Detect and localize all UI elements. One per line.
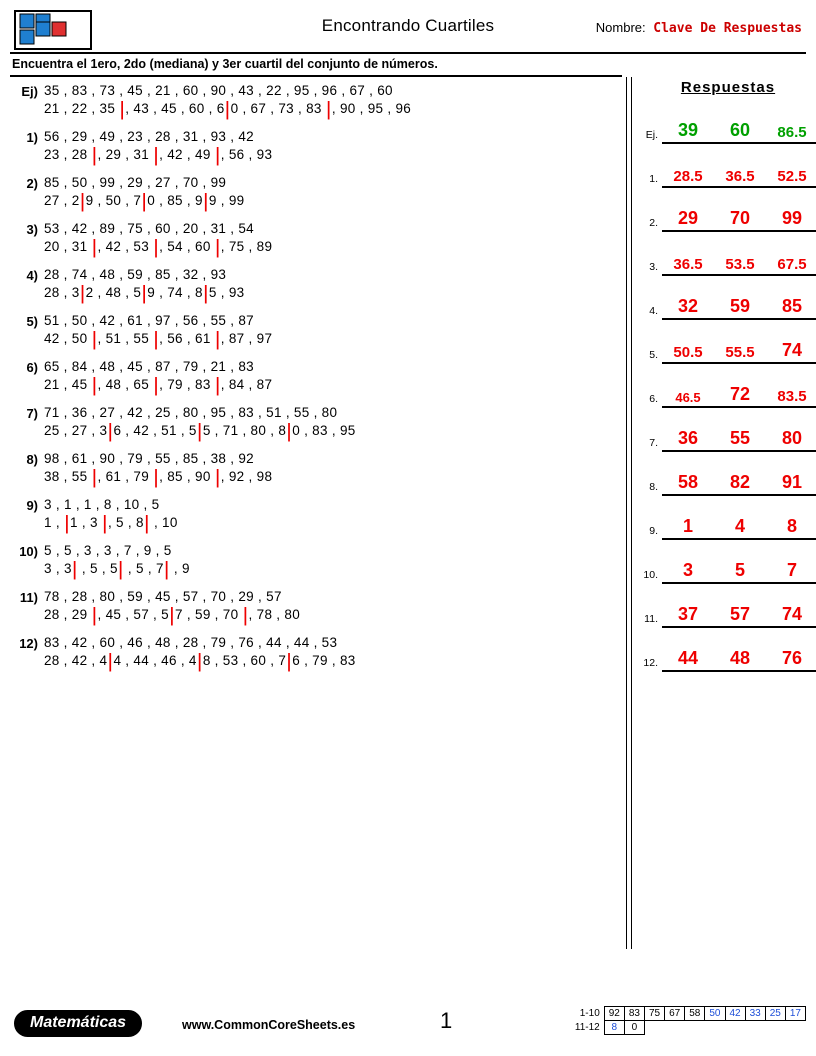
problem-sorted-numbers: 38 , 55 |, 61 , 79 |, 85 , 90 |, 92 , 98	[44, 465, 273, 488]
answer-values	[662, 340, 816, 364]
quartile-divider: |	[92, 373, 97, 396]
problem-sorted-numbers: 1 , |1 , 3 |, 5 , 8| , 10	[44, 511, 178, 534]
problem-number: 2)	[26, 176, 38, 191]
answer-row	[638, 232, 816, 276]
answer-index: 3.	[649, 261, 658, 273]
answer-value: 28.5	[673, 168, 703, 185]
problem-lines	[44, 129, 620, 166]
problem-list	[10, 77, 620, 672]
answer-row	[638, 364, 816, 408]
problem-number: 11)	[19, 590, 38, 605]
quartile-divider: |	[154, 327, 159, 350]
answer-index: 1.	[649, 173, 658, 185]
score-cell: 92	[604, 1007, 624, 1021]
problem-number: 12)	[19, 636, 38, 651]
problem-item	[10, 267, 620, 304]
answer-value: 72	[729, 384, 751, 404]
score-cell: 0	[624, 1021, 644, 1035]
quartile-divider: |	[215, 465, 220, 488]
problem-sorted-numbers: 27 , 2|9 , 50 , 7|0 , 85 , 9|9 , 99	[44, 189, 245, 212]
answer-value: 85	[781, 296, 803, 316]
problem-lines	[44, 221, 620, 258]
worksheet-body	[10, 77, 806, 967]
answer-value: 29	[677, 208, 699, 228]
score-cell: 8	[604, 1021, 624, 1035]
quartile-divider: |	[92, 327, 97, 350]
answer-value: 5	[734, 560, 745, 580]
problem-lines	[44, 267, 620, 304]
answer-value: 82	[729, 472, 751, 492]
answer-values	[662, 384, 816, 408]
problem-item	[10, 635, 620, 672]
problem-item	[10, 175, 620, 212]
answer-index: 7.	[649, 437, 658, 449]
name-label: Nombre:	[595, 20, 646, 35]
name-value: Clave De Respuestas	[653, 21, 802, 36]
instruction-text: Encuentra el 1ero, 2do (mediana) y 3er cuartil del conjunto de números.	[10, 54, 622, 77]
problem-number: 6)	[26, 360, 38, 375]
column-divider-2	[631, 77, 632, 949]
quartile-divider: |	[215, 235, 220, 258]
answer-value: 99	[781, 208, 803, 228]
score-table	[571, 1006, 806, 1035]
answer-values	[662, 168, 816, 188]
answer-value: 36	[677, 428, 699, 448]
problem-sorted-numbers: 28 , 29 |, 45 , 57 , 5|7 , 59 , 70 |, 78 , 80	[44, 603, 301, 626]
answer-index: Ej.	[645, 129, 658, 141]
problem-sorted-numbers: 23 , 28 |, 29 , 31 |, 42 , 49 |, 56 , 93	[44, 143, 273, 166]
answer-value: 58	[677, 472, 699, 492]
problem-numbers: 28 , 74 , 48 , 59 , 85 , 32 , 93	[44, 267, 227, 282]
quartile-divider: |	[203, 281, 208, 304]
problem-item	[10, 451, 620, 488]
problem-sorted-numbers: 42 , 50 |, 51 , 55 |, 56 , 61 |, 87 , 97	[44, 327, 273, 350]
score-row	[571, 1007, 806, 1021]
answer-key-column	[638, 77, 816, 672]
answer-value: 74	[781, 604, 803, 624]
answer-row	[638, 276, 816, 320]
answer-value: 36.5	[725, 168, 755, 185]
problem-lines	[44, 83, 620, 120]
quartile-divider: |	[92, 465, 97, 488]
problem-sorted-numbers: 28 , 3|2 , 48 , 5|9 , 74 , 8|5 , 93	[44, 281, 245, 304]
problem-numbers: 65 , 84 , 48 , 45 , 87 , 79 , 21 , 83	[44, 359, 254, 374]
quartile-divider: |	[72, 557, 77, 580]
quartile-divider: |	[154, 373, 159, 396]
problem-number: 5)	[26, 314, 38, 329]
page-number: 1	[440, 1008, 453, 1033]
problem-number: 1)	[26, 130, 38, 145]
answer-values	[662, 208, 816, 232]
answer-value: 53.5	[725, 256, 755, 273]
score-cell: 17	[785, 1007, 805, 1021]
problem-lines	[44, 175, 620, 212]
quartile-divider: |	[142, 189, 147, 212]
quartile-divider: |	[215, 143, 220, 166]
answer-value: 4	[734, 516, 745, 536]
answer-rows	[638, 100, 816, 672]
answer-value: 52.5	[777, 168, 807, 185]
quartile-divider: |	[142, 281, 147, 304]
answer-value: 86.5	[777, 124, 807, 141]
problem-numbers: 51 , 50 , 42 , 61 , 97 , 56 , 55 , 87	[44, 313, 254, 328]
quartile-divider: |	[108, 649, 113, 672]
score-cell: 67	[665, 1007, 685, 1021]
answer-value: 57	[729, 604, 751, 624]
score-range-label: 11-12	[574, 1022, 600, 1033]
quartile-divider: |	[118, 557, 123, 580]
problem-sorted-numbers: 25 , 27 , 3|6 , 42 , 51 , 5|5 , 71 , 80 , 8|0 , 83 , 95	[44, 419, 356, 442]
problem-item	[10, 497, 620, 534]
answer-value: 46.5	[675, 390, 701, 405]
quartile-divider: |	[144, 511, 149, 534]
answer-index: 5.	[649, 349, 658, 361]
problem-numbers: 78 , 28 , 80 , 59 , 45 , 57 , 70 , 29 , 57	[44, 589, 282, 604]
problem-numbers: 71 , 36 , 27 , 42 , 25 , 80 , 95 , 83 , 51 , 55 , 80	[44, 405, 338, 420]
problem-number: 8)	[26, 452, 38, 467]
answer-value: 83.5	[777, 388, 807, 405]
answer-value: 48	[729, 648, 751, 668]
problem-numbers: 56 , 29 , 49 , 23 , 28 , 31 , 93 , 42	[44, 129, 254, 144]
answer-row	[638, 144, 816, 188]
answer-row	[638, 496, 816, 540]
quartile-divider: |	[64, 511, 70, 534]
answer-value: 59	[729, 296, 751, 316]
answer-row	[638, 188, 816, 232]
problem-numbers: 83 , 42 , 60 , 46 , 48 , 28 , 79 , 76 , 44 , 44 , 53	[44, 635, 338, 650]
answer-row	[638, 584, 816, 628]
answer-value: 70	[729, 208, 751, 228]
answer-index: 4.	[649, 305, 658, 317]
quartile-divider: |	[92, 235, 97, 258]
answer-values	[662, 560, 816, 584]
problem-item	[10, 589, 620, 626]
answer-values	[662, 120, 816, 144]
quartile-divider: |	[92, 143, 97, 166]
quartile-divider: |	[154, 235, 159, 258]
answer-row	[638, 540, 816, 584]
answers-title: Respuestas	[680, 79, 776, 96]
problem-item	[10, 543, 620, 580]
score-row	[571, 1021, 806, 1035]
quartile-divider: |	[287, 649, 292, 672]
quartile-divider: |	[203, 189, 208, 212]
score-cell: 42	[725, 1007, 745, 1021]
answer-row	[638, 628, 816, 672]
answer-value: 55.5	[725, 344, 755, 361]
quartile-divider: |	[102, 511, 107, 534]
answer-index: 8.	[649, 481, 658, 493]
answer-value: 80	[781, 428, 803, 448]
quartile-divider: |	[92, 603, 97, 626]
answer-values	[662, 256, 816, 276]
answer-value: 1	[682, 516, 693, 536]
website-url: www.CommonCoreSheets.es	[182, 1018, 356, 1032]
answer-row	[638, 408, 816, 452]
problem-sorted-numbers: 21 , 22 , 35 |, 43 , 45 , 60 , 6|0 , 67 , 73 , 83 |, 90 , 95 , 96	[44, 97, 412, 120]
quartile-divider: |	[80, 189, 85, 212]
answer-value: 74	[781, 340, 803, 360]
score-cell: 25	[765, 1007, 785, 1021]
page-header	[10, 8, 806, 54]
answer-index: 2.	[649, 217, 658, 229]
problem-item	[10, 359, 620, 396]
answer-index: 12.	[643, 657, 658, 669]
problem-number: 4)	[26, 268, 38, 283]
score-cell: 33	[745, 1007, 765, 1021]
answer-value: 8	[786, 516, 797, 536]
problem-item	[10, 83, 620, 120]
answer-row	[638, 452, 816, 496]
problem-lines	[44, 497, 620, 534]
answer-value: 7	[786, 560, 797, 580]
quartile-divider: |	[197, 419, 202, 442]
quartile-divider: |	[197, 649, 202, 672]
answer-row	[638, 100, 816, 144]
problem-numbers: 98 , 61 , 90 , 79 , 55 , 85 , 38 , 92	[44, 451, 254, 466]
answer-value: 3	[682, 560, 693, 580]
problem-sorted-numbers: 21 , 45 |, 48 , 65 |, 79 , 83 |, 84 , 87	[44, 373, 273, 396]
problem-lines	[44, 635, 620, 672]
problem-lines	[44, 589, 620, 626]
answer-values	[662, 428, 816, 452]
score-cell: 58	[685, 1007, 705, 1021]
score-range-label: 1-10	[579, 1008, 600, 1019]
answer-index: 9.	[649, 525, 658, 537]
quartile-divider: |	[287, 419, 292, 442]
quartile-divider: |	[164, 557, 169, 580]
answer-value: 44	[677, 648, 699, 668]
answer-value: 32	[677, 296, 699, 316]
score-cell: 83	[624, 1007, 644, 1021]
column-divider	[626, 77, 627, 949]
quartile-divider: |	[154, 143, 159, 166]
answer-values	[662, 648, 816, 672]
problem-item	[10, 129, 620, 166]
problem-lines	[44, 405, 620, 442]
answer-row	[638, 320, 816, 364]
quartile-divider: |	[225, 97, 230, 120]
problem-number: 9)	[26, 498, 38, 513]
quartile-divider: |	[154, 465, 159, 488]
answer-index: 10.	[643, 569, 658, 581]
problem-lines	[44, 543, 620, 580]
problem-lines	[44, 359, 620, 396]
problem-item	[10, 313, 620, 350]
problem-numbers: 85 , 50 , 99 , 29 , 27 , 70 , 99	[44, 175, 227, 190]
quartile-divider: |	[108, 419, 113, 442]
answer-index: 6.	[649, 393, 658, 405]
score-cell: 50	[705, 1007, 725, 1021]
answer-value: 39	[677, 120, 699, 140]
page-title: Encontrando Cuartiles	[321, 16, 495, 35]
brand-badge: Matemáticas	[14, 1010, 142, 1037]
quartile-divider: |	[80, 281, 85, 304]
problem-sorted-numbers: 3 , 3| , 5 , 5| , 5 , 7| , 9	[44, 557, 190, 580]
problem-number: Ej)	[21, 84, 38, 99]
answer-value: 55	[729, 428, 751, 448]
problem-number: 3)	[26, 222, 38, 237]
answer-values	[662, 516, 816, 540]
answer-values	[662, 604, 816, 628]
problem-sorted-numbers: 20 , 31 |, 42 , 53 |, 54 , 60 |, 75 , 89	[44, 235, 273, 258]
quartile-divider: |	[215, 373, 220, 396]
problem-item	[10, 221, 620, 258]
problem-numbers: 53 , 42 , 89 , 75 , 60 , 20 , 31 , 54	[44, 221, 254, 236]
quartile-divider: |	[243, 603, 248, 626]
answer-values	[662, 296, 816, 320]
name-field	[596, 20, 802, 36]
problem-lines	[44, 451, 620, 488]
problem-sorted-numbers: 28 , 42 , 4|4 , 44 , 46 , 4|8 , 53 , 60 , 7|6 , 79 , 83	[44, 649, 356, 672]
problem-number: 7)	[26, 406, 38, 421]
page-footer	[10, 1002, 806, 1048]
problem-numbers: 5 , 5 , 3 , 3 , 7 , 9 , 5	[44, 543, 172, 558]
answer-value: 91	[781, 472, 803, 492]
answer-value: 36.5	[673, 256, 703, 273]
answer-value: 67.5	[777, 256, 807, 273]
quartile-divider: |	[120, 97, 125, 120]
quartile-divider: |	[326, 97, 331, 120]
answer-value: 50.5	[673, 344, 703, 361]
problem-numbers: 35 , 83 , 73 , 45 , 21 , 60 , 90 , 43 , 22 , 95 , 96 , 67 , 60	[44, 83, 393, 98]
problem-numbers: 3 , 1 , 1 , 8 , 10 , 5	[44, 497, 160, 512]
problem-number: 10)	[19, 544, 38, 559]
answer-index: 11.	[644, 613, 658, 625]
answer-value: 76	[781, 648, 803, 668]
answer-value: 60	[729, 120, 751, 140]
problem-item	[10, 405, 620, 442]
quartile-divider: |	[169, 603, 175, 626]
problem-lines	[44, 313, 620, 350]
answer-value: 37	[677, 604, 699, 624]
score-cell: 75	[645, 1007, 665, 1021]
answer-values	[662, 472, 816, 496]
quartile-divider: |	[215, 327, 220, 350]
